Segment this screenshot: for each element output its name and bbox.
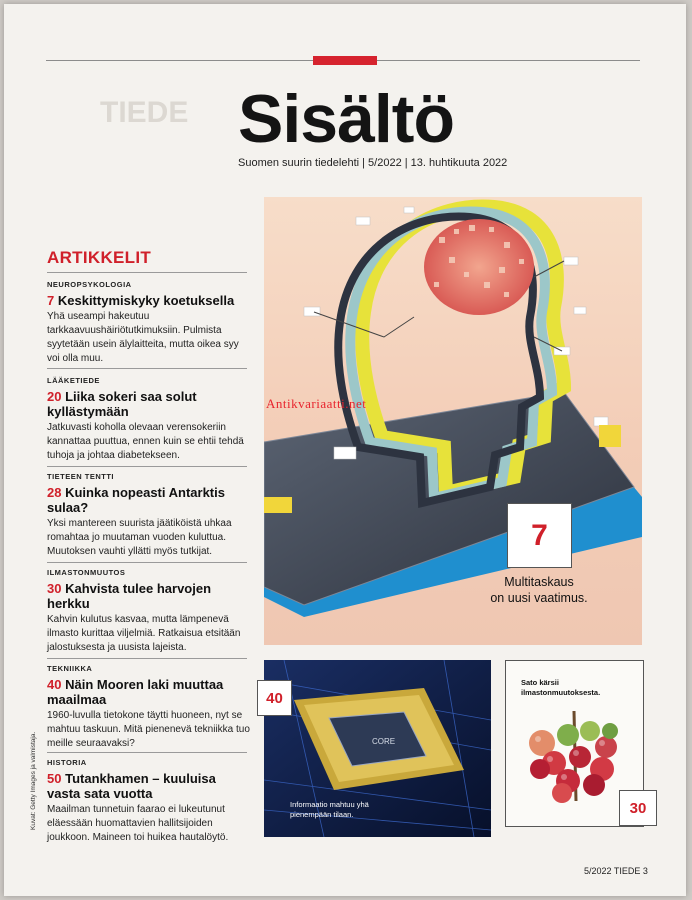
article-title: 20 Liika sokeri saa solut kyllästymään bbox=[47, 389, 197, 419]
article-page-number: 50 bbox=[47, 771, 62, 786]
page-title: Sisältö bbox=[238, 81, 454, 157]
article-item[interactable] bbox=[47, 472, 252, 559]
article-item[interactable] bbox=[47, 664, 252, 751]
article-title: 28 Kuinka nopeasti Antarktis sulaa? bbox=[47, 485, 225, 515]
divider bbox=[47, 272, 247, 273]
article-item[interactable] bbox=[47, 376, 252, 463]
divider bbox=[47, 752, 247, 753]
page-number-badge[interactable]: 40 bbox=[257, 680, 292, 716]
article-item[interactable] bbox=[47, 758, 252, 845]
article-category: ILMASTONMUUTOS bbox=[47, 568, 126, 577]
article-item[interactable] bbox=[47, 280, 252, 366]
page-footer: 5/2022 TIEDE 3 bbox=[584, 866, 648, 876]
article-category: HISTORIA bbox=[47, 758, 87, 767]
article-category: TIETEEN TENTTI bbox=[47, 472, 114, 481]
watermark: Antikvariaatti.net bbox=[266, 396, 367, 411]
article-title: 50 Tutankhamen – kuuluisa vasta sata vuotta bbox=[47, 771, 216, 801]
article-category: NEUROPSYKOLOGIA bbox=[47, 280, 132, 289]
article-title: 40 Näin Mooren laki muuttaa maailmaa bbox=[47, 677, 224, 707]
article-page-number: 7 bbox=[47, 293, 55, 308]
divider bbox=[47, 658, 247, 659]
article-page-number: 28 bbox=[47, 485, 62, 500]
divider bbox=[47, 562, 247, 563]
article-title: 7 Keskittymiskyky koetuksella bbox=[47, 293, 235, 308]
article-page-number: 30 bbox=[47, 581, 62, 596]
article-description: Jatkuvasti koholla olevaan verensokeriin kannattaa puuttua, ennen kuin se ehtii tehdä tuhoja ja johtaa diabetekseen. bbox=[47, 422, 244, 461]
article-category: LÄÄKETIEDE bbox=[47, 376, 100, 385]
page-number-badge[interactable]: 7 bbox=[507, 503, 572, 568]
article-category: TEKNIIKKA bbox=[47, 664, 93, 673]
red-tab bbox=[313, 56, 377, 65]
article-item[interactable] bbox=[47, 568, 252, 655]
article-page-number: 20 bbox=[47, 389, 62, 404]
chip-caption: Informaatio mahtuu yhä pienempään tilaan. bbox=[290, 800, 369, 819]
coffee-caption: Sato kärsii ilmastonmuutoksesta. bbox=[521, 678, 601, 697]
divider bbox=[47, 368, 247, 369]
page-number-badge[interactable]: 30 bbox=[619, 790, 657, 826]
chip-label: CORE bbox=[372, 737, 396, 746]
article-description: Yhä useampi hakeutuu tarkkaavuushäiriötutkimuksiin. Pulmista syytetään usein älylaitteita, mutta oikea syy voi olla muu. bbox=[47, 311, 239, 364]
bleed-through-brand: TIEDE bbox=[100, 96, 189, 129]
photo-credit: Kuvat: Getty Images ja valmistaja. bbox=[30, 731, 37, 830]
article-description: Kahvin kulutus kasvaa, mutta lämpenevä ilmasto kurittaa viljelmiä. Ratkaisua etsitään jalostuksesta ja uusista lajeista. bbox=[47, 614, 241, 653]
page-subtitle: Suomen suurin tiedelehti | 5/2022 | 13. huhtikuuta 2022 bbox=[238, 157, 508, 169]
feature-caption: Multitaskaus on uusi vaatimus. bbox=[490, 575, 588, 605]
article-description: Yksi mantereen suurista jäätiköistä uhkaa romahtaa jo muutaman vuoden kuluttua. Muutoksen vauhti yllätti myös tutkijat. bbox=[47, 518, 232, 557]
article-description: Maailman tunnetuin faarao ei lukeutunut eläessään huomattavien hallitsijoiden joukkoon. Maineen toi huikea hautalöytö. bbox=[47, 804, 229, 843]
divider bbox=[47, 466, 247, 467]
article-page-number: 40 bbox=[47, 677, 62, 692]
section-heading: ARTIKKELIT bbox=[47, 248, 152, 267]
article-description: 1960-luvulla tietokone täytti huoneen, nyt se mahtuu taskuun. Mitä pienenevä tekniikka tuo meille seuraavaksi? bbox=[47, 710, 250, 749]
article-title: 30 Kahvista tulee harvojen herkku bbox=[47, 581, 212, 611]
